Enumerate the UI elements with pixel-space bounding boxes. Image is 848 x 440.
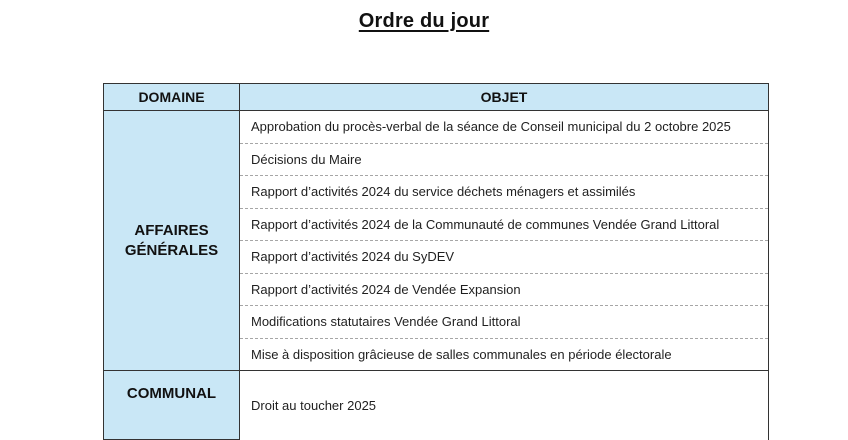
- agenda-item: Rapport d’activités 2024 de Vendée Expansion: [240, 273, 769, 306]
- table-row: [104, 111, 769, 144]
- table-row: [104, 371, 769, 440]
- domain-cell-communal: COMMUNAL: [104, 371, 240, 440]
- table-header-row: [104, 84, 769, 111]
- agenda-item: Droit au toucher 2025: [240, 371, 769, 440]
- agenda-table: [103, 83, 769, 440]
- agenda-item: Rapport d’activités 2024 du SyDEV: [240, 241, 769, 274]
- agenda-item: Modifications statutaires Vendée Grand Littoral: [240, 306, 769, 339]
- domain-cell-affaires-generales: AFFAIRES GÉNÉRALES: [104, 111, 240, 371]
- agenda-item: Rapport d’activités 2024 du service déchets ménagers et assimilés: [240, 176, 769, 209]
- column-header-objet: OBJET: [240, 84, 769, 111]
- agenda-item: Mise à disposition grâcieuse de salles communales en période électorale: [240, 338, 769, 371]
- agenda-item: Approbation du procès-verbal de la séance de Conseil municipal du 2 octobre 2025: [240, 111, 769, 144]
- agenda-item: Rapport d’activités 2024 de la Communauté de communes Vendée Grand Littoral: [240, 208, 769, 241]
- page-title: Ordre du jour: [358, 10, 490, 32]
- agenda-item: Décisions du Maire: [240, 143, 769, 176]
- column-header-domaine: DOMAINE: [104, 84, 240, 111]
